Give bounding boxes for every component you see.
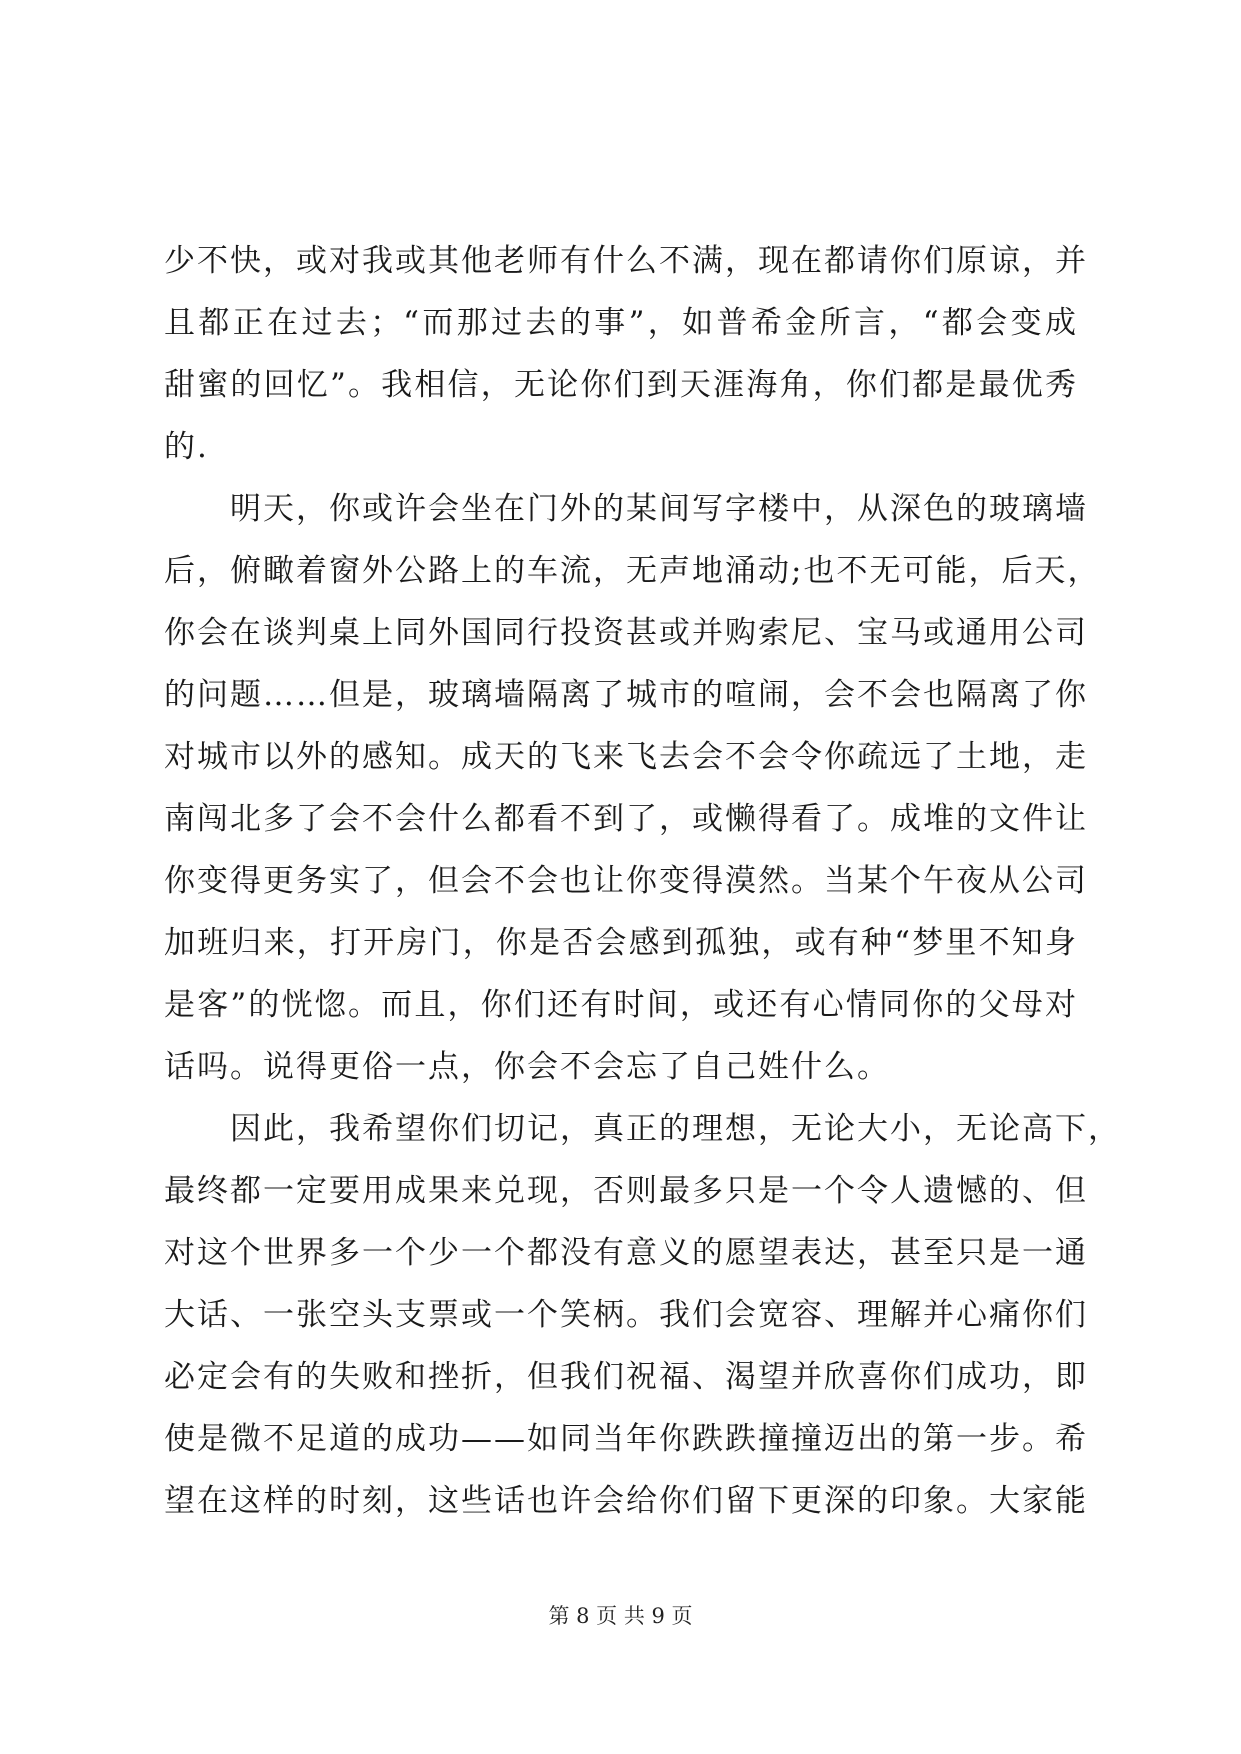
paragraph-line: 你会在谈判桌上同外国同行投资甚或并购索尼、宝马或通用公司 <box>164 615 1088 651</box>
paragraph-line: 后，俯瞰着窗外公路上的车流，无声地涌动;也不无可能，后天， <box>164 553 1101 589</box>
paragraph-line: 的问题……但是，玻璃墙隔离了城市的喧闹，会不会也隔离了你 <box>164 677 1088 713</box>
paragraph-line: 话吗。说得更俗一点，你会不会忘了自己姓什么。 <box>164 1049 890 1085</box>
paragraph-line: 甜蜜的回忆”。我相信，无论你们到天涯海角，你们都是最优秀 <box>164 367 1078 403</box>
paragraph-line: 明天，你或许会坐在门外的某间写字楼中，从深色的玻璃墙 <box>164 491 1088 527</box>
paragraph-line: 是客”的恍惚。而且，你们还有时间，或还有心情同你的父母对 <box>164 987 1078 1023</box>
paragraph-line: 少不快，或对我或其他老师有什么不满，现在都请你们原谅，并 <box>164 243 1088 279</box>
paragraph-line: 加班归来，打开房门，你是否会感到孤独，或有种“梦里不知身 <box>164 925 1078 961</box>
paragraph-line: 最终都一定要用成果来兑现，否则最多只是一个令人遗憾的、但 <box>164 1173 1088 1209</box>
paragraph-line: 南闯北多了会不会什么都看不到了，或懒得看了。成堆的文件让 <box>164 801 1088 837</box>
body-text <box>164 230 1121 1532</box>
paragraph-line: 大话、一张空头支票或一个笑柄。我们会宽容、理解并心痛你们 <box>164 1297 1088 1333</box>
paragraph-line: 使是微不足道的成功——如同当年你跌跌撞撞迈出的第一步。希 <box>164 1421 1088 1457</box>
paragraph-line: 对这个世界多一个少一个都没有意义的愿望表达，甚至只是一通 <box>164 1235 1088 1271</box>
paragraph-line: 你变得更务实了，但会不会也让你变得漠然。当某个午夜从公司 <box>164 863 1088 899</box>
paragraph-line: 必定会有的失败和挫折，但我们祝福、渴望并欣喜你们成功，即 <box>164 1359 1088 1395</box>
paragraph-line: 望在这样的时刻，这些话也许会给你们留下更深的印象。大家能 <box>164 1483 1088 1519</box>
paragraph-line: 因此，我希望你们切记，真正的理想，无论大小，无论高下， <box>164 1111 1121 1147</box>
paragraph-line: 的. <box>164 429 209 465</box>
page-footer: 第 8 页 共 9 页 <box>548 1604 693 1628</box>
paragraph-line: 对城市以外的感知。成天的飞来飞去会不会令你疏远了土地，走 <box>164 739 1088 775</box>
paragraph-line: 且都正在过去；“而那过去的事”，如普希金所言，“都会变成 <box>164 305 1078 341</box>
